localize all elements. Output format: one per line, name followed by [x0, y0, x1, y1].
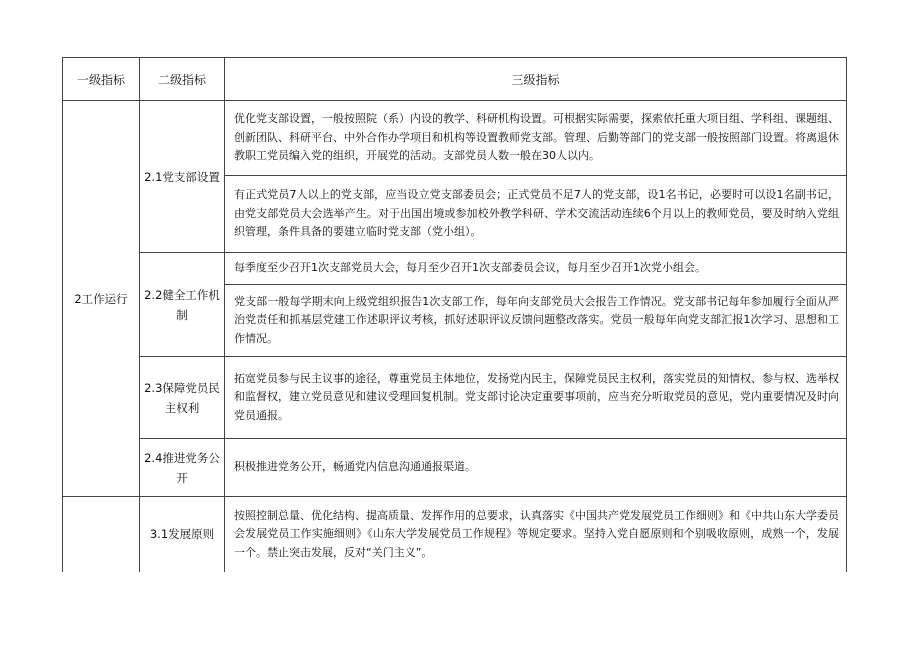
indicator-sheet — [62, 57, 846, 572]
table-row — [63, 253, 847, 285]
level2-cell-work-mechanism: 2.2健全工作机制 — [140, 253, 225, 357]
header-level3: 三级指标 — [225, 58, 847, 101]
level1-cell-empty — [63, 497, 140, 572]
level3-cell: 优化党支部设置，一般按照院（系）内设的教学、科研机构设置。可根据实际需要，探索依托重大项目组、学科组、课题组、创新团队、科研平台、中外合作办学项目和机构等设置教师党支部。管理、后勤等部门的党支部一般按照部门设置。将离退休教职工党员编入党的组织，开展党的活动。支部党员人数一般在30人以内。 — [225, 101, 847, 176]
level3-cell: 积极推进党务公开，畅通党内信息沟通通报渠道。 — [225, 439, 847, 497]
table-row — [63, 101, 847, 176]
table-header-row — [63, 58, 847, 101]
level2-cell-party-affairs-openness: 2.4推进党务公开 — [140, 439, 225, 497]
level3-cell: 党支部一般每学期末向上级党组织报告1次支部工作，每年向支部党员大会报告工作情况。党支部书记每年参加履行全面从严治党责任和抓基层党建工作述职评议考核，抓好述职评议反馈问题整改落实。党员一般每年向党支部汇报1次学习、思想和工作情况。 — [225, 285, 847, 357]
level3-cell: 按照控制总量、优化结构、提高质量、发挥作用的总要求，认真落实《中国共产党发展党员工作细则》和《中共山东大学委员会发展党员工作实施细则》《山东大学发展党员工作规程》等规定要求。坚持入党自愿原则和个别吸收原则，成熟一个，发展一个。禁止突击发展，反对“关门主义”。 — [225, 497, 847, 572]
table-row — [63, 497, 847, 572]
level2-cell-branch-setup: 2.1党支部设置 — [140, 101, 225, 253]
level3-cell: 每季度至少召开1次支部党员大会，每月至少召开1次支部委员会议，每月至少召开1次党小组会。 — [225, 253, 847, 285]
header-level1: 一级指标 — [63, 58, 140, 101]
level2-cell-democratic-rights: 2.3保障党员民主权利 — [140, 357, 225, 439]
level3-cell: 拓宽党员参与民主议事的途径，尊重党员主体地位，发扬党内民主，保障党员民主权利，落实党员的知情权、参与权、选举权和监督权，建立党员意见和建议受理回复机制。党支部讨论决定重要事项前，应当充分听取党员的意见，党内重要情况及时向党员通报。 — [225, 357, 847, 439]
level3-cell: 有正式党员7人以上的党支部，应当设立党支部委员会；正式党员不足7人的党支部，设1名书记，必要时可以设1名副书记，由党支部党员大会选举产生。对于出国出境或参加校外教学科研、学术交流活动连续6个月以上的教师党员，要及时纳入党组织管理，条件具备的要建立临时党支部（党小组）。 — [225, 176, 847, 253]
level2-cell-development-principle: 3.1发展原则 — [140, 497, 225, 572]
level1-cell-work-operation: 2工作运行 — [63, 101, 140, 497]
header-level2: 二级指标 — [140, 58, 225, 101]
indicator-table — [62, 57, 847, 572]
table-row — [63, 439, 847, 497]
table-row — [63, 357, 847, 439]
